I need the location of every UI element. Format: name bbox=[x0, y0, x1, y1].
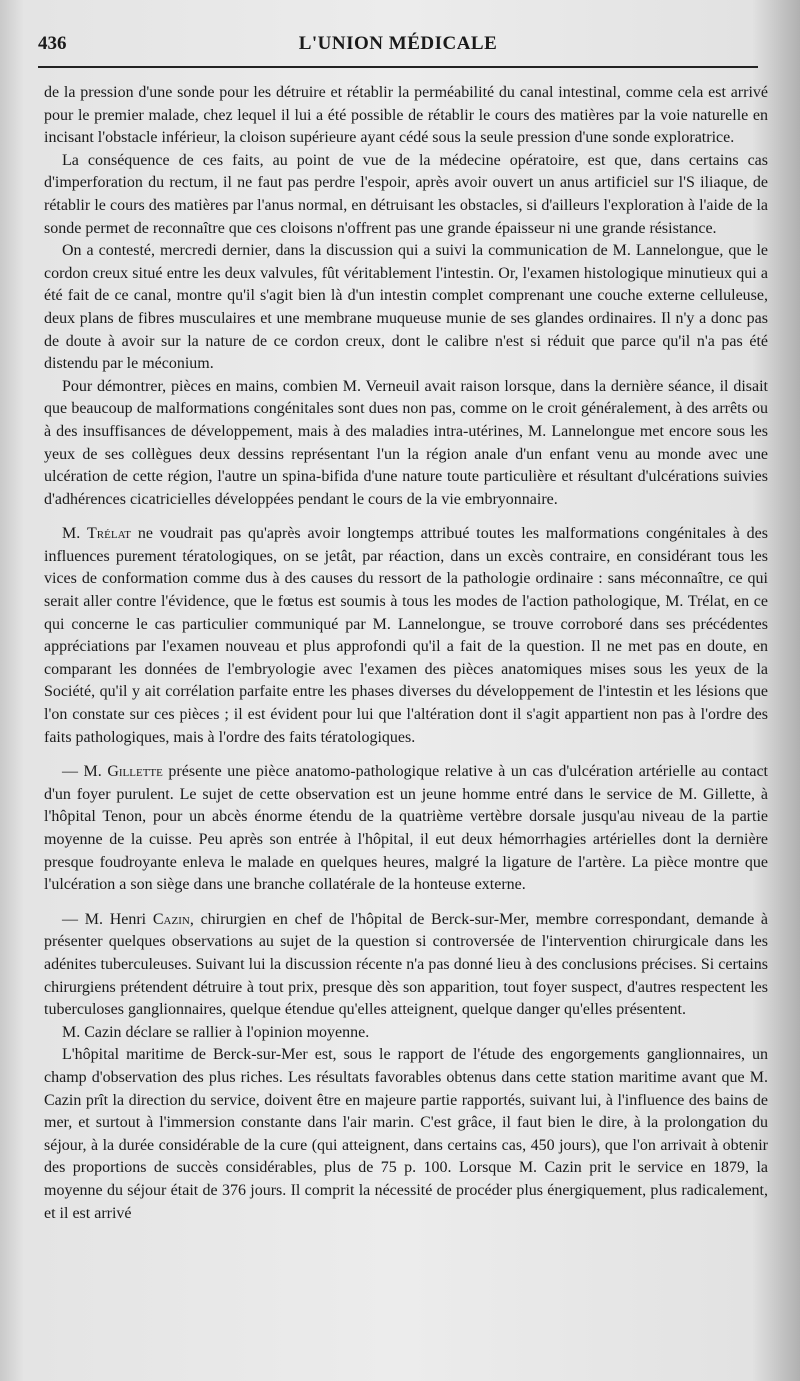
paragraph-cazin-opinion: M. Cazin déclare se rallier à l'opinion moyenne. bbox=[62, 1023, 370, 1041]
speaker-name-gillette: Gillette bbox=[107, 763, 163, 781]
speaker-prefix: — M. Henri bbox=[62, 910, 153, 928]
paragraph-operative-consequence: La conséquence de ces faits, au point de vue de la médecine opératoire, est que, dans certains cas d'imperforation du rectum, il ne faut pas perdre l'espoir, après avoir ouvert un anus artificiel sur l'S iliaque, de rétablir le cours des matières par l'anus normal, en détruisant les obstacles, si d'ailleurs l'exploration à l'aide de la sonde permet de reconnaître que ces cloisons n'offrent pas une grande épaisseur ni une grande résistance. bbox=[44, 151, 768, 237]
speaker-prefix: — M. bbox=[62, 763, 108, 781]
paragraph-berck-hospital: L'hôpital maritime de Berck-sur-Mer est, sous le rapport de l'étude des engorgements ganglionnaires, un champ d'observation des plus riches. Les résultats favorables obtenus dans cette station maritime avant que M. Cazin prît la direction du service, doivent être en majeure partie rapportés, suivant lui, à l'influence des bains de mer, et surtout à l'immersion constante dans l'air marin. C'est grâce, il faut bien le dire, à la prolongation du séjour, à la durée considérable de la cure (qui atteignent, dans certains cas, 450 jours), que l'on arrivait à obtenir des proportions de succès considérables, plus de 75 p. 100. Lorsque M. Cazin prit le service en 1879, la moyenne du séjour était de 376 jours. Il comprit la nécessité de procéder plus énergiquement, plus radicalement, et il est arrivé bbox=[44, 1046, 768, 1222]
paragraph-trelat bbox=[44, 523, 768, 749]
speaker-name-trelat: Trélat bbox=[87, 525, 132, 543]
speaker-prefix: M. bbox=[62, 525, 88, 543]
paragraph-cazin bbox=[44, 909, 768, 1022]
paragraph-gillette bbox=[44, 761, 768, 897]
paragraph-text: , chirurgien en chef de l'hôpital de Berck-sur-Mer, membre correspondant, demande à présenter quelques observations au sujet de la question si controversée de l'intervention chirurgicale dans les adénites tuberculeuses. Suivant lui la discussion récente n'a pas donné lieu à des conclusions précises. Si certains chirurgiens prétendent détruire à tout prix, presque dès son apparition, tout foyer suspect, d'autres respectent les tuberculoses ganglionnaires, quelque étendue qu'elles atteignent, quelque danger qu'elles présentent. bbox=[44, 910, 769, 1019]
paragraph-histology: On a contesté, mercredi dernier, dans la discussion qui a suivi la communication de M. Lannelongue, que le cordon creux situé entre les deux valvules, fût véritablement l'intestin. Or, l'examen histologique minutieux qui a été fait de ce canal, montre qu'il s'agit bien là d'un intestin complet comprenant une couche externe celluleuse, deux plans de fibres musculaires et une membrane muqueuse munie de ses glandes ordinaires. Il n'y a donc pas de doute à avoir sur la nature de ce cordon creux, dont le calibre n'est si réduit que parce qu'il n'a pas été distendu par le méconium. bbox=[44, 242, 768, 373]
page-number: 436 bbox=[38, 33, 67, 54]
running-head: L'UNION MÉDICALE bbox=[298, 33, 498, 54]
page-header bbox=[38, 30, 758, 68]
paragraph-continuation: de la pression d'une sonde pour les détruire et rétablir la perméabilité du canal intestinal, comme cela est arrivé pour le premier malade, chez lequel il lui a été possible de rétablir le cours des matières par la voie naturelle en incisant l'obstacle inférieur, la cloison supérieure ayant cédé sous la seule pression d'une sonde exploratrice. bbox=[44, 84, 768, 147]
paragraph-verneuil: Pour démontrer, pièces en mains, combien M. Verneuil avait raison lorsque, dans la dernière séance, il disait que beaucoup de malformations congénitales sont dues non pas, comme on le croit généralement, à des arrêts ou à des insuffisances de développement, mais à des maladies intra-utérines, M. Lannelongue met encore sous les yeux de ses collègues deux dessins représentant l'un la région anale d'un enfant venu au monde avec une ulcération de cette région, l'autre un spina-bifida d'une nature toute particulière et résultant d'ulcérations suivies d'adhérences cicatricielles développées pendant le cours de la vie embryonnaire. bbox=[44, 377, 768, 508]
speaker-name-cazin: Cazin bbox=[152, 910, 190, 928]
paragraph-text: présente une pièce anatomo-pathologique relative à un cas d'ulcération artérielle au contact d'un foyer purulent. Le sujet de cette observation est un jeune homme entré dans le service de M. Gillette, à l'hôpital Tenon, pour un abcès énorme étendu de la quatrième vertèbre dorsale jusqu'au niveau de la partie moyenne de la cuisse. Peu après son entrée à l'hôpital, il eut deux hémorrhagies artérielles dont la dernière presque foudroyante enleva le malade en quelques heures, malgré la ligature de l'artère. La pièce montre que l'ulcération a son siège dans une branche collatérale de la honteuse externe. bbox=[44, 763, 769, 894]
article-body bbox=[44, 82, 768, 1225]
paragraph-text: ne voudrait pas qu'après avoir longtemps attribué toutes les malformations congénitales à des influences purement tératologiques, on se jetât, par réaction, dans un excès contraire, en considérant tous les vices de conformation comme dus à des causes du ressort de la pathologie ordinaire : sans méconnaître, ce qui serait aller contre l'évidence, que le fœtus est soumis à tous les modes de l'action pathologique, M. Trélat, en ce qui concerne le cas particulier communiqué par M. Lannelongue, se trouve corroboré dans ses précédentes appréciations par l'examen nouveau et plus approfondi qu'il a fait de la question. Il ne met pas en doute, en comparant les données de l'embryologie avec l'examen des pièces anatomiques mises sous les yeux de la Société, qu'il y ait corrélation parfaite entre les phases diverses du développement de l'intestin et les lésions que l'on constate sur ces pièces ; il est évident pour lui que l'altération dont il s'agit appartient non pas à l'ordre des faits pathologiques, mais à l'ordre des faits tératologiques. bbox=[44, 525, 768, 746]
